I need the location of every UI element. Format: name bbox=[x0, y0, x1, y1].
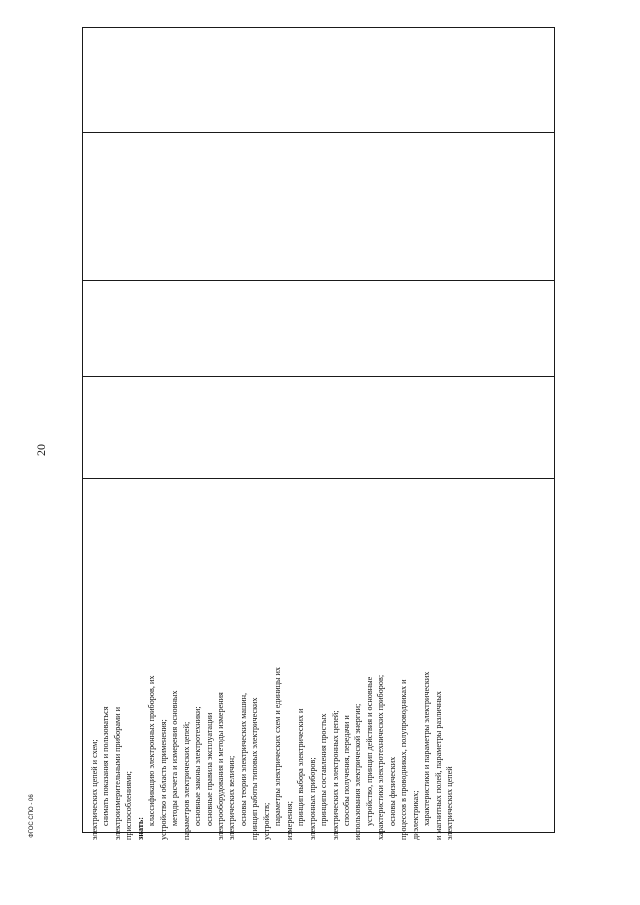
know-line-24: диэлектриках; bbox=[410, 790, 420, 840]
skills-line-2: снимать показания и пользоваться bbox=[101, 706, 111, 826]
skills-line-3: электроизмерительными приборами и bbox=[112, 707, 122, 840]
table-border-top bbox=[82, 27, 555, 28]
know-line-22: основы физических bbox=[387, 756, 397, 826]
know-line-19: использования электрической энергии; bbox=[353, 703, 363, 840]
table-border-right bbox=[554, 27, 555, 833]
know-line-10: принцип работы типовых электрических bbox=[250, 697, 260, 840]
know-line-8: электрических величин; bbox=[227, 755, 237, 840]
know-line-25: характеристики и параметры электрических bbox=[422, 671, 432, 826]
page-number: 20 bbox=[34, 444, 48, 456]
know-line-7: электрооборудования и методы измерения bbox=[215, 692, 225, 840]
skills-line-1: электрических цепей и схем; bbox=[90, 739, 99, 840]
know-line-9: основы теории электрических машин, bbox=[238, 692, 248, 826]
know-line-16: принципы составления простых bbox=[319, 713, 329, 826]
know-line-20: устройство, принцип действия и основные bbox=[364, 676, 374, 826]
know-line-4: параметров электрических цепей; bbox=[181, 721, 191, 840]
know-heading: знать: bbox=[135, 817, 145, 840]
know-line-15: электронных приборов; bbox=[307, 757, 317, 840]
know-line-27: электрических цепей bbox=[445, 766, 455, 840]
footer-standard-code: ФГОС СПО - 06 bbox=[29, 794, 35, 838]
know-line-26: и магнитных полей, параметры различных bbox=[433, 691, 443, 840]
know-line-14: принцип выбора электрических и bbox=[296, 708, 306, 826]
column-divider-2 bbox=[82, 376, 555, 377]
know-line-2: устройство и область применения; bbox=[158, 719, 168, 840]
know-line-1: классификацию электронных приборов, их bbox=[147, 675, 157, 826]
know-line-3: методы расчета и измерения основных bbox=[170, 690, 180, 826]
table-border-left bbox=[82, 27, 83, 833]
know-line-6: основные правила эксплуатации bbox=[204, 712, 214, 826]
competency-text bbox=[87, 666, 456, 840]
know-line-5: основные законы электротехники; bbox=[193, 706, 203, 826]
know-line-11: устройств; bbox=[261, 802, 271, 840]
column-divider-3 bbox=[82, 280, 555, 281]
column-divider-1 bbox=[82, 478, 555, 479]
know-line-17: электрических и электронных цепей; bbox=[330, 710, 340, 840]
rotated-cell-content bbox=[87, 666, 539, 840]
know-line-12: параметры электрических схем и единицы их bbox=[273, 666, 283, 826]
know-line-13: измерения; bbox=[284, 801, 294, 840]
know-line-23: процессов в проводниках, полупроводниках и bbox=[399, 679, 409, 840]
know-line-18: способы получения, передачи и bbox=[341, 715, 351, 826]
know-line-21: характеристики электротехнических приборов; bbox=[376, 674, 386, 840]
column-divider-4 bbox=[82, 132, 555, 133]
skills-line-4: приспособлениями; bbox=[124, 771, 134, 840]
